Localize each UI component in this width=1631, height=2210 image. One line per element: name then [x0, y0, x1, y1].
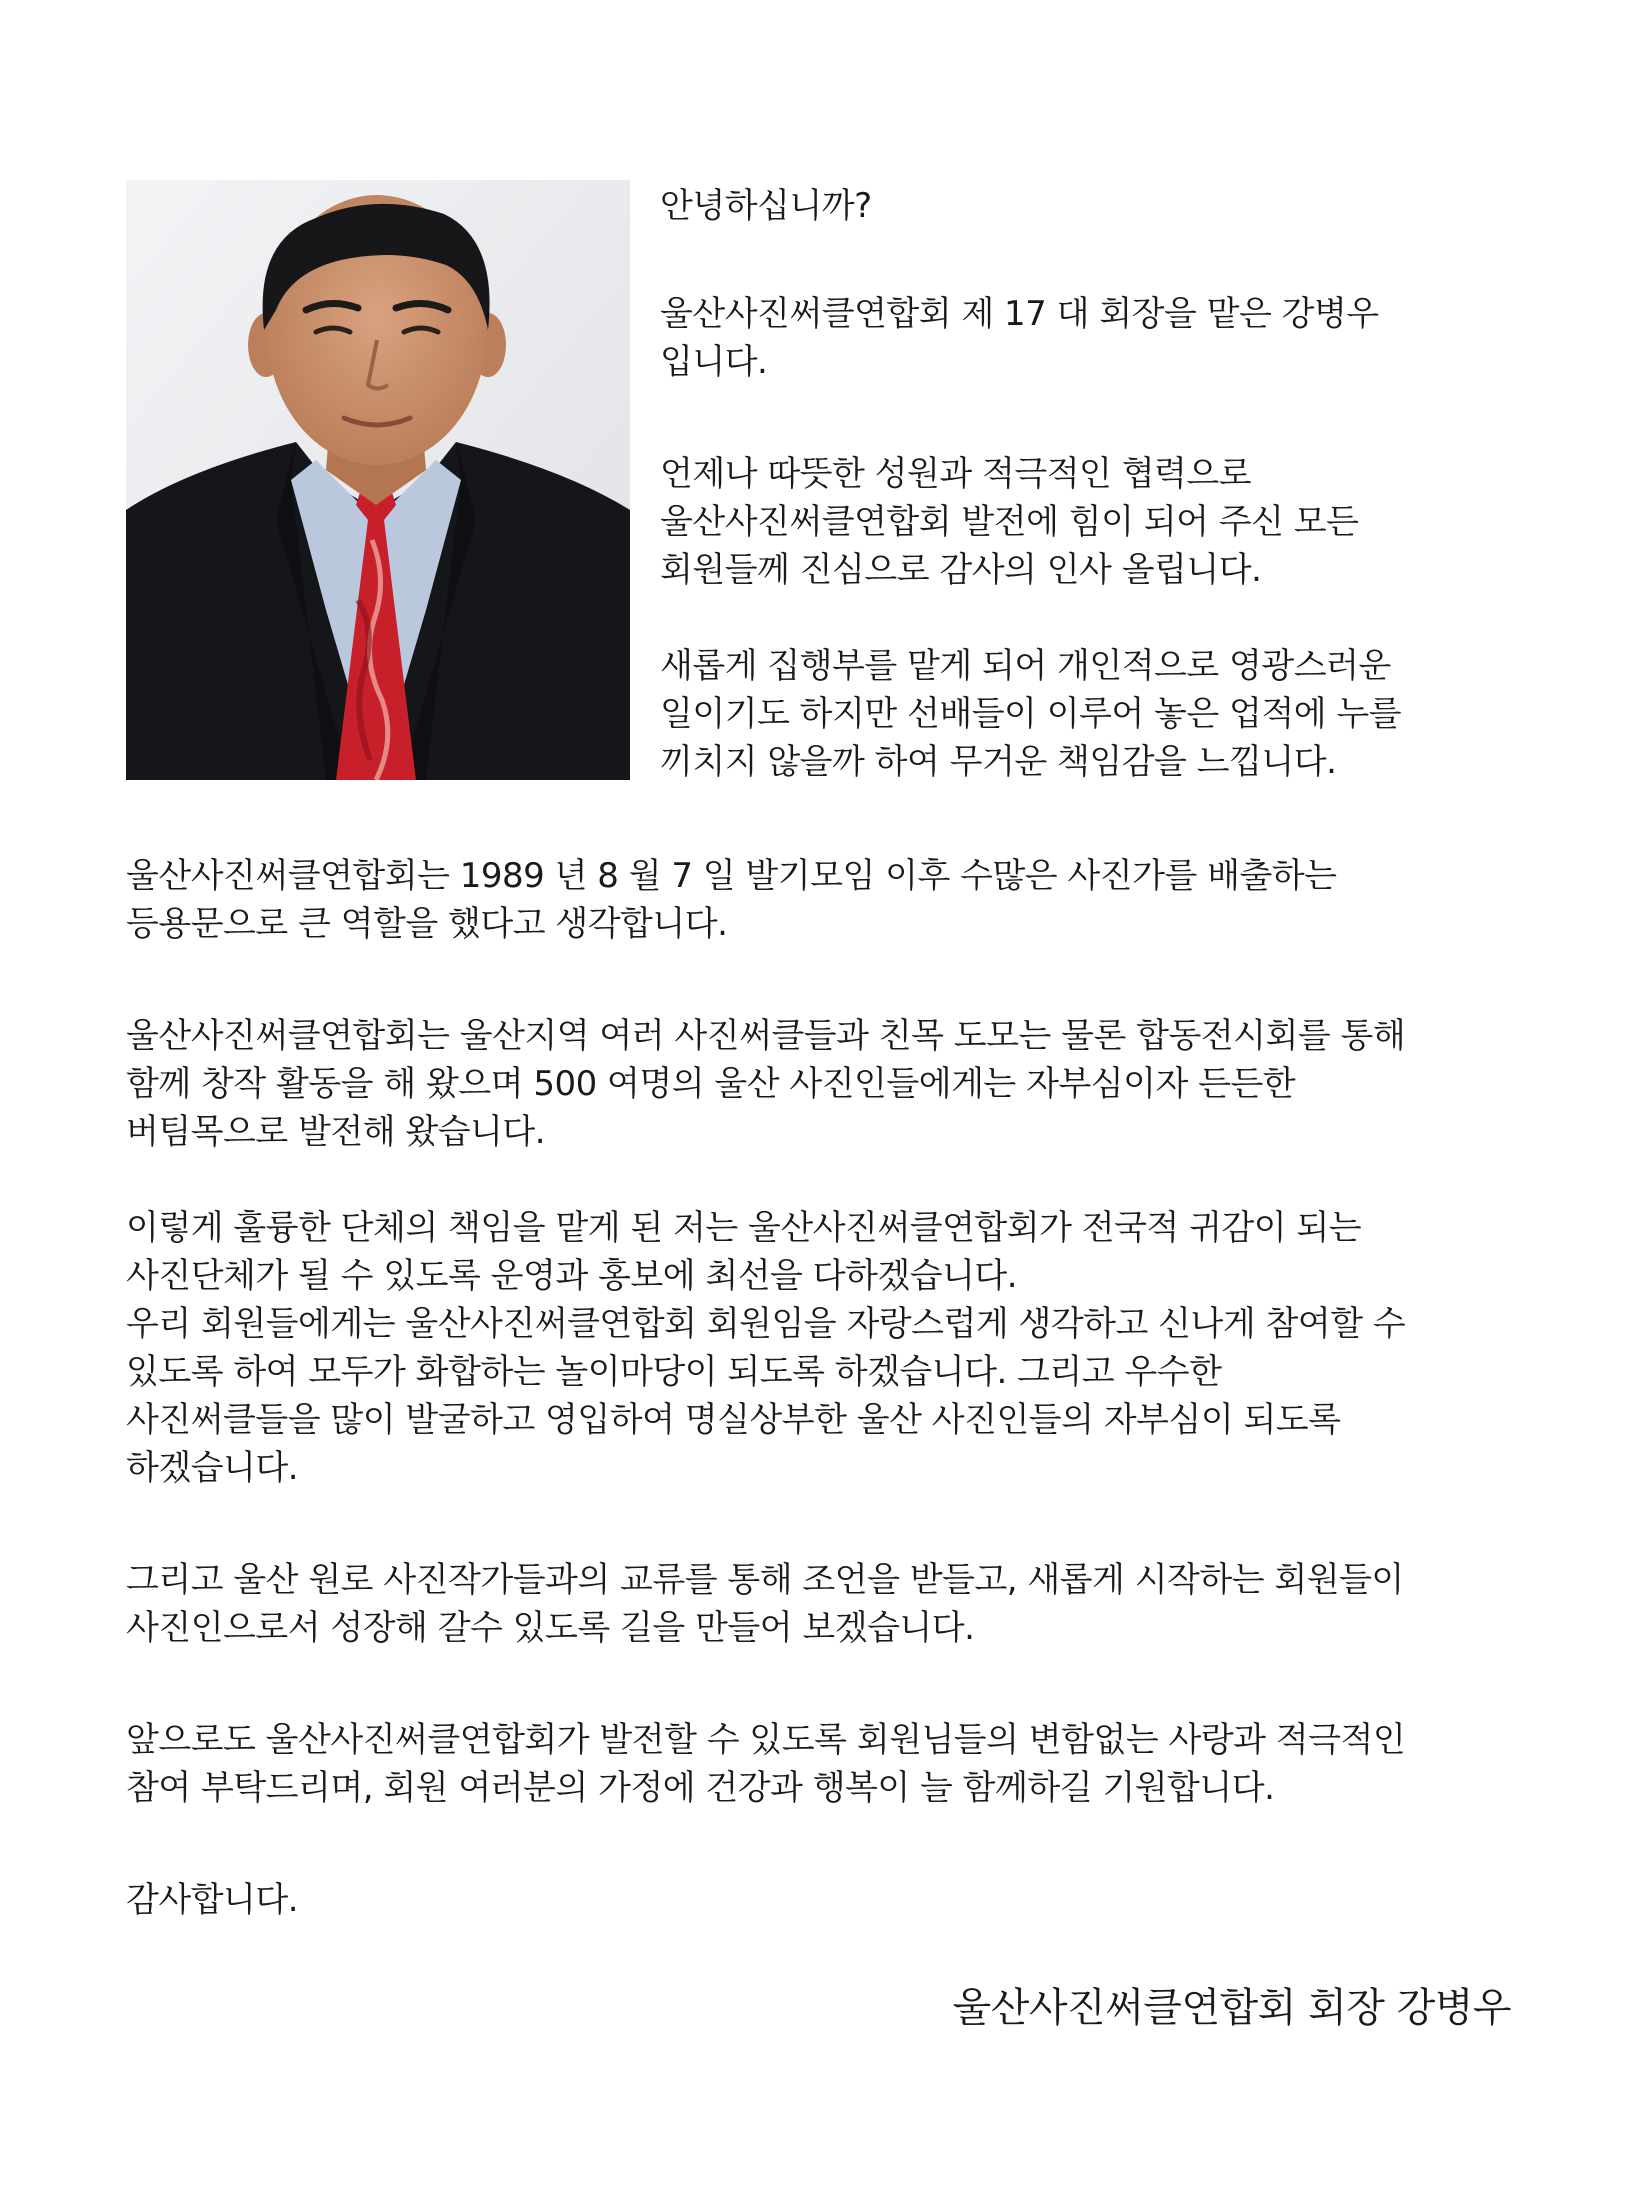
paragraph-5-line-3: 버팀목으로 발전해 왔습니다.	[126, 1112, 546, 1152]
intro-paragraph-3-line-2: 일이기도 하지만 선배들이 이루어 놓은 업적에 누를	[660, 694, 1402, 734]
paragraph-6-line-1: 이렇게 훌륭한 단체의 책임을 맡게 된 저는 울산사진써클연합회가 전국적 귀감이 되는	[126, 1208, 1362, 1248]
portrait-photo	[126, 180, 630, 780]
paragraph-8-line-2: 참여 부탁드리며, 회원 여러분의 가정에 건강과 행복이 늘 함께하길 기원합니다.	[126, 1768, 1275, 1808]
signature: 울산사진써클연합회 회장 강병우	[952, 1985, 1511, 2031]
paragraph-7-line-2: 사진인으로서 성장해 갈수 있도록 길을 만들어 보겠습니다.	[126, 1608, 975, 1648]
intro-paragraph-3-line-3: 끼치지 않을까 하여 무거운 책임감을 느낍니다.	[660, 742, 1337, 782]
paragraph-5-line-2: 함께 창작 활동을 해 왔으며 500 여명의 울산 사진인들에게는 자부심이자 든든한	[126, 1064, 1296, 1104]
paragraph-8-line-1: 앞으로도 울산사진써클연합회가 발전할 수 있도록 회원님들의 변함없는 사랑과 적극적인	[126, 1720, 1406, 1760]
intro-paragraph-2-line-3: 회원들께 진심으로 감사의 인사 올립니다.	[660, 550, 1262, 590]
paragraph-7-line-1: 그리고 울산 원로 사진작가들과의 교류를 통해 조언을 받들고, 새롭게 시작하는 회원들이	[126, 1560, 1404, 1600]
intro-paragraph-1-line-1: 울산사진써클연합회 제 17 대 회장을 맡은 강병우	[660, 294, 1379, 334]
greeting: 안녕하십니까?	[660, 186, 872, 226]
paragraph-4-line-1: 울산사진써클연합회는 1989 년 8 월 7 일 발기모임 이후 수많은 사진가를 배출하는	[126, 856, 1337, 896]
closing-thanks: 감사합니다.	[126, 1880, 299, 1920]
paragraph-5-line-1: 울산사진써클연합회는 울산지역 여러 사진써클들과 친목 도모는 물론 합동전시회를 통해	[126, 1016, 1406, 1056]
intro-paragraph-2-line-2: 울산사진써클연합회 발전에 힘이 되어 주신 모든	[660, 502, 1359, 542]
paragraph-4-line-2: 등용문으로 큰 역할을 했다고 생각합니다.	[126, 904, 728, 944]
intro-paragraph-1-line-2: 입니다.	[660, 342, 768, 382]
paragraph-6-line-6: 하겠습니다.	[126, 1448, 299, 1488]
intro-paragraph-3-line-1: 새롭게 집행부를 맡게 되어 개인적으로 영광스러운	[660, 646, 1391, 686]
paragraph-6-line-5: 사진써클들을 많이 발굴하고 영입하여 명실상부한 울산 사진인들의 자부심이 되도록	[126, 1400, 1341, 1440]
intro-paragraph-2-line-1: 언제나 따뜻한 성원과 적극적인 협력으로	[660, 454, 1252, 494]
paragraph-6-line-2: 사진단체가 될 수 있도록 운영과 홍보에 최선을 다하겠습니다.	[126, 1256, 1018, 1296]
paragraph-6-line-3: 우리 회원들에게는 울산사진써클연합회 회원임을 자랑스럽게 생각하고 신나게 참여할 수	[126, 1304, 1406, 1344]
paragraph-6-line-4: 있도록 하여 모두가 화합하는 놀이마당이 되도록 하겠습니다. 그리고 우수한	[126, 1352, 1222, 1392]
